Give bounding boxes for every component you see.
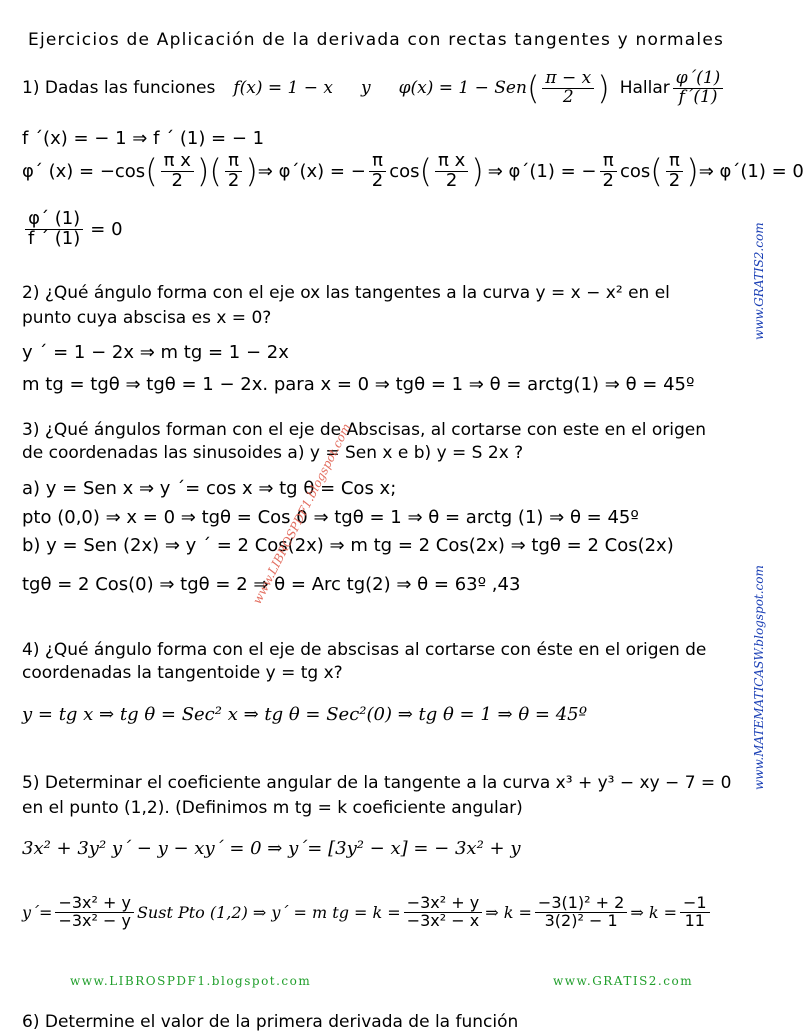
ex1-implies: ⇒ φ´(x) = −: [257, 160, 366, 182]
frac-denominator: 3(2)² − 1: [544, 910, 618, 930]
left-paren: (: [145, 152, 158, 191]
ex5-yprime: y´=: [22, 902, 53, 922]
side-link-gratis2[interactable]: www.GRATIS2.com: [752, 222, 766, 340]
ex1-cos: cos: [389, 160, 420, 182]
footer-link-gratis2[interactable]: www.GRATIS2.com: [553, 974, 694, 988]
ex1-result: [22, 210, 123, 249]
frac-denominator: 2: [371, 169, 384, 191]
ex2-question-2: punto cuya abscisa es x = 0?: [22, 308, 272, 328]
ex3-line4: tgθ = 2 Cos(0) ⇒ tgθ = 2 ⇒ θ = Arc tg(2) ⇒ θ = 63º ,43: [22, 574, 521, 595]
frac-numerator: −3x² + y: [55, 895, 134, 913]
frac-denominator: 2: [227, 169, 240, 191]
right-paren: ): [597, 69, 610, 108]
ex1-p-frac-4: [666, 152, 683, 191]
frac-denominator: 2: [445, 169, 458, 191]
ex1-phi-prime: φ´ (x) = −cos: [22, 160, 146, 182]
frac-numerator: φ´ (1): [25, 210, 83, 230]
frac-numerator: −3x² + y: [404, 895, 483, 913]
ex4-question-2: coordenadas la tangentoide y = tg x?: [22, 663, 343, 683]
ex5-implies-k-2: ⇒ k =: [630, 902, 678, 922]
ex1-px-frac-2: [435, 152, 468, 191]
ex5-question-2: en el punto (1,2). (Definimos m tg = k coeficiente angular): [22, 798, 523, 818]
ex1-f-def: f(x) = 1 − x: [233, 78, 333, 99]
ex2-question-1: 2) ¿Qué ángulo forma con el eje ox las tangentes a la curva y = x − x² en el: [22, 283, 670, 303]
ex1-hallar: Hallar: [619, 78, 670, 99]
frac-denominator: f´(1): [678, 86, 718, 107]
ex3-line3: b) y = Sen (2x) ⇒ y ´ = 2 Cos(2x) ⇒ m tg = 2 Cos(2x) ⇒ tgθ = 2 Cos(2x): [22, 535, 674, 556]
frac-numerator: π: [225, 152, 242, 172]
ex3-line2: pto (0,0) ⇒ x = 0 ⇒ tgθ = Cos 0 ⇒ tgθ = 1 ⇒ θ = arctg (1) ⇒ θ = 45º: [22, 507, 639, 528]
frac-numerator: π x: [435, 152, 468, 172]
ex2-line2: m tg = tgθ ⇒ tgθ = 1 − 2x. para x = 0 ⇒ tgθ = 1 ⇒ θ = arctg(1) ⇒ θ = 45º: [22, 374, 695, 395]
frac-denominator: 2: [562, 86, 574, 107]
ex3-question-1: 3) ¿Qué ángulos forman con el eje de Abscisas, al cortarse con este en el origen: [22, 420, 706, 440]
right-paren: ): [196, 152, 210, 191]
ex5-substitution: Sust Pto (1,2) ⇒ y´ = m tg = k =: [136, 902, 401, 922]
left-paren: (: [650, 152, 663, 191]
frac-numerator: φ´(1): [673, 70, 723, 89]
frac-denominator: 2: [668, 169, 681, 191]
ex3-line1: a) y = Sen x ⇒ y ´= cos x ⇒ tg θ = Cos x;: [22, 478, 397, 499]
ex1-ratio-frac: [673, 70, 723, 107]
ex1-p-frac-2: [369, 152, 386, 191]
ex5-frac-d: [680, 895, 710, 930]
ex5-implies-k: ⇒ k =: [485, 902, 532, 922]
ex1-p-frac-3: [600, 152, 617, 191]
page-title: Ejercicios de Aplicación de la derivada con rectas tangentes y normales: [28, 30, 725, 50]
frac-numerator: π: [666, 152, 683, 172]
ex1-line2: [22, 152, 804, 191]
ex1-heading: 1) Dadas las funciones: [22, 78, 216, 99]
ex5-frac-c: [535, 895, 627, 930]
right-paren: ): [245, 152, 258, 191]
ex5-frac-b: [404, 895, 483, 930]
exercise-1-statement: [22, 70, 726, 107]
ex1-p-frac: [225, 152, 242, 191]
right-paren: ): [471, 152, 484, 191]
footer-link-librospdf1[interactable]: www.LIBROSPDF1.blogspot.com: [70, 974, 312, 988]
frac-numerator: π: [369, 152, 386, 172]
ex5-line1: 3x² + 3y² y´ − y − xy´ = 0 ⇒ y´= [3y² − x] = − 3x² + y: [22, 838, 521, 859]
frac-denominator: 2: [602, 169, 614, 191]
ex5-line2: [22, 895, 713, 930]
ex1-y: y: [360, 78, 371, 99]
ex3-question-2: de coordenadas las sinusoides a) y = Sen x e b) y = S 2x ?: [22, 443, 524, 463]
ex4-line1: y = tg x ⇒ tg θ = Sec² x ⇒ tg θ = Sec²(0) ⇒ tg θ = 1 ⇒ θ = 45º: [22, 704, 588, 725]
frac-numerator: −3(1)² + 2: [535, 895, 627, 913]
watermark-text: www.LIBROSPDF1.blogspot.com: [250, 421, 354, 607]
ex1-result-line2: ⇒ φ´(1) = 0: [698, 160, 804, 182]
frac-numerator: π − x: [542, 70, 594, 89]
ex1-phi-frac: [542, 70, 594, 107]
ex4-question-1: 4) ¿Qué ángulo forma con el eje de abscisas al cortarse con éste en el origen de: [22, 640, 707, 660]
ex5-frac-a: [55, 895, 134, 930]
frac-numerator: π: [600, 152, 617, 172]
right-paren: ): [686, 152, 699, 191]
frac-numerator: −1: [680, 895, 710, 913]
frac-denominator: −3x² − y: [58, 910, 131, 930]
left-paren: (: [526, 69, 540, 108]
frac-denominator: 11: [684, 910, 705, 930]
frac-denominator: −3x² − x: [406, 910, 480, 930]
ex5-question-1: 5) Determinar el coeficiente angular de la tangente a la curva x³ + y³ − xy − 7 = 0: [22, 773, 732, 793]
ex6-cut-line: 6) Determine el valor de la primera derivada de la función: [22, 1012, 519, 1032]
left-paren: (: [209, 152, 222, 191]
frac-numerator: π x: [161, 152, 194, 172]
left-paren: (: [419, 152, 433, 191]
frac-denominator: 2: [171, 169, 183, 191]
ex1-result-value: = 0: [90, 218, 123, 240]
frac-denominator: f ´ (1): [28, 227, 81, 249]
ex1-result-frac: [25, 210, 83, 249]
ex1-line1: f ´(x) = − 1 ⇒ f ´ (1) = − 1: [22, 128, 265, 149]
ex1-implies-2: ⇒ φ´(1) = −: [487, 160, 597, 182]
ex1-cos-2: cos: [619, 160, 651, 182]
ex1-px-frac: [161, 152, 194, 191]
ex1-phi-def: φ(x) = 1 − Sen: [398, 78, 527, 99]
side-link-matematicasw[interactable]: www.MATEMATICASW.blogspot.com: [752, 565, 766, 790]
ex2-line1: y ´ = 1 − 2x ⇒ m tg = 1 − 2x: [22, 342, 289, 363]
